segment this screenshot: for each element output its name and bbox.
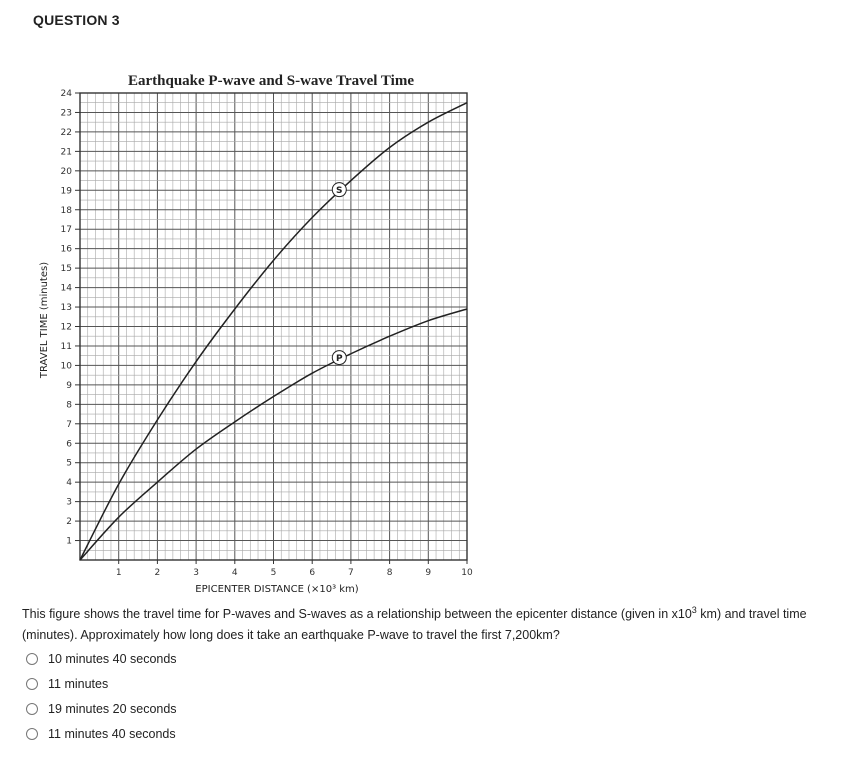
answer-option-3[interactable] — [26, 696, 177, 721]
y-tick-label: 9 — [66, 380, 72, 391]
x-tick-label: 10 — [461, 568, 473, 578]
y-tick-label: 15 — [60, 264, 72, 275]
question-text — [22, 600, 857, 646]
answer-label: 10 minutes 40 seconds — [48, 651, 177, 666]
x-tick-label: 6 — [309, 568, 316, 578]
travel-time-chart — [0, 60, 520, 600]
y-tick-label: 22 — [60, 127, 72, 138]
y-tick-label: 23 — [60, 108, 72, 119]
y-tick-label: 20 — [60, 166, 72, 177]
series-label-s: S — [336, 186, 343, 197]
y-tick-label: 19 — [60, 186, 72, 197]
y-tick-label: 21 — [60, 147, 72, 158]
chart-title: Earthquake P-wave and S-wave Travel Time — [128, 73, 414, 89]
radio-button-icon[interactable] — [26, 653, 38, 665]
answer-option-4[interactable] — [26, 721, 177, 746]
x-tick-label: 9 — [425, 568, 432, 578]
y-tick-label: 17 — [60, 225, 72, 236]
x-tick-label: 8 — [386, 568, 393, 578]
x-axis-label: EPICENTER DISTANCE (×10³ km) — [195, 584, 359, 595]
radio-button-icon[interactable] — [26, 728, 38, 740]
y-tick-label: 10 — [60, 361, 72, 372]
x-tick-label: 2 — [154, 568, 161, 578]
question-text-part1: This figure shows the travel time for P-waves and S-waves as a relationship between the epicenter distance (given in x10 — [22, 607, 692, 622]
x-tick-label: 7 — [348, 568, 354, 578]
y-tick-label: 16 — [60, 244, 72, 255]
answer-label: 11 minutes — [48, 676, 109, 691]
x-tick-label: 5 — [270, 568, 277, 578]
y-tick-label: 24 — [60, 89, 72, 99]
answer-label: 19 minutes 20 seconds — [48, 701, 177, 716]
y-tick-label: 7 — [66, 419, 72, 430]
y-tick-label: 14 — [60, 283, 72, 294]
chart-ticks — [61, 89, 473, 578]
question-text-part2: km) and travel time (minutes). Approximately how long does it take an earthquake P-wave to travel the first 7,200km? — [22, 607, 807, 643]
y-tick-label: 12 — [60, 322, 72, 333]
y-tick-label: 2 — [66, 517, 72, 528]
question-text-superscript: 3 — [691, 605, 697, 615]
y-tick-label: 5 — [66, 458, 72, 469]
radio-button-icon[interactable] — [26, 703, 38, 715]
y-tick-label: 6 — [66, 439, 72, 450]
radio-button-icon[interactable] — [26, 678, 38, 690]
y-tick-label: 3 — [66, 497, 72, 508]
answer-option-1[interactable] — [26, 646, 177, 671]
y-tick-label: 4 — [66, 478, 72, 489]
question-header: QUESTION 3 — [33, 12, 120, 28]
y-tick-label: 18 — [60, 205, 72, 216]
answer-options — [26, 646, 177, 746]
y-tick-label: 11 — [60, 341, 72, 352]
y-tick-label: 1 — [66, 536, 72, 547]
answer-option-2[interactable] — [26, 671, 177, 696]
answer-label: 11 minutes 40 seconds — [48, 726, 176, 741]
series-label-p: P — [335, 354, 343, 365]
x-tick-label: 4 — [231, 568, 238, 578]
x-tick-label: 1 — [115, 568, 122, 578]
y-tick-label: 8 — [66, 400, 72, 411]
x-tick-label: 3 — [193, 568, 199, 578]
y-tick-label: 13 — [60, 303, 72, 314]
chart-grid — [80, 93, 467, 560]
y-axis-label: TRAVEL TIME (minutes) — [39, 261, 50, 379]
